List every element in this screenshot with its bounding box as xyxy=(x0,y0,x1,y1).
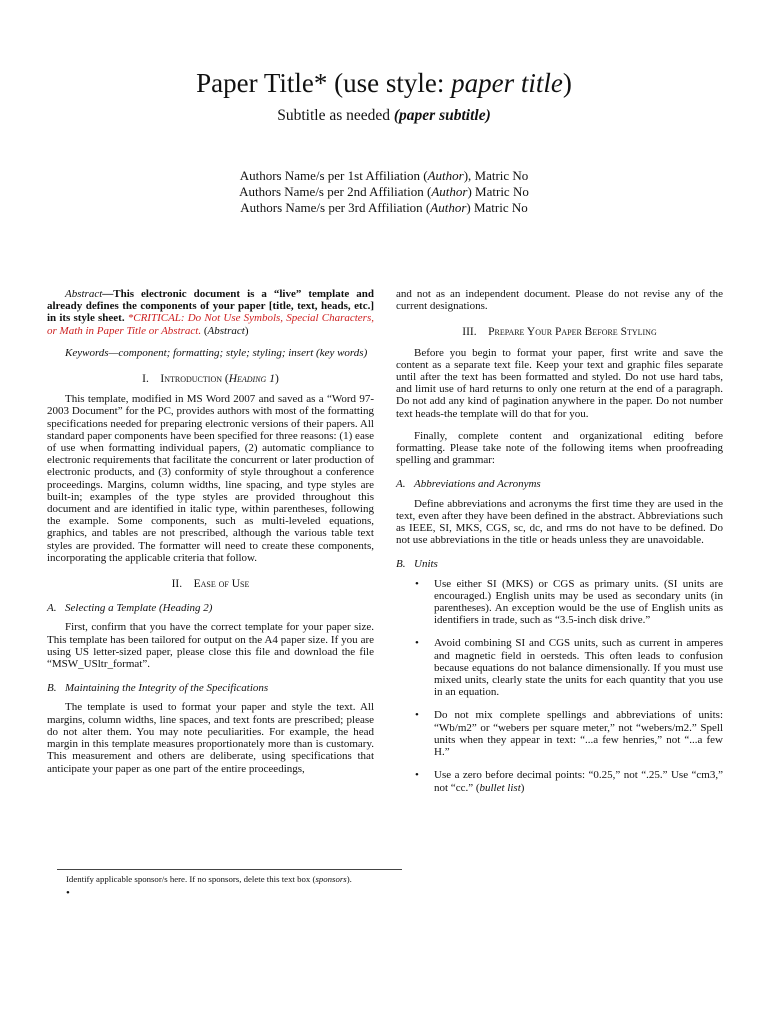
heading-introduction: I. Introduction (Heading 1) xyxy=(142,373,279,386)
list-item: • Use either SI (MKS) or CGS as primary units. (SI units are encouraged.) English units may be used as secondary units (in parentheses). An exception would be the use of English units as identifiers in trade, such as “3.5-inch disk drive.” xyxy=(415,577,723,627)
footnote-bullet-icon: • xyxy=(66,887,70,899)
selecting-template-paragraph: First, confirm that you have the correct template for your paper size. This template has been tailored for output on the A4 paper size. If you are using US letter-sized paper, please close this file and download the file “MSW_USltr_format”. xyxy=(47,621,374,671)
prepare-paragraph-2: Finally, complete content and organizational editing before formatting. Please take note of the following items when proofreading spelling and grammar: xyxy=(396,429,723,467)
abstract: Abstract—This electronic document is a “live” template and already defines the components of your paper [title, text, heads, etc.] in its style sheet. *CRITICAL: Do Not Use Symbols, Special Characters, or Math in Paper Title or Abstract. (Abstract) xyxy=(47,288,374,337)
subheading-maintaining-integrity: B. Maintaining the Integrity of the Specifications xyxy=(47,682,269,695)
list-item: • Use a zero before decimal points: “0.25,” not “.25.” Use “cm3,” not “cc.” (bullet list) xyxy=(415,769,723,794)
keywords: Keywords—component; formatting; style; styling; insert (key words) xyxy=(65,346,368,359)
heading-prepare-paper: III. Prepare Your Paper Before Styling xyxy=(462,326,657,339)
right-column xyxy=(396,288,723,805)
prepare-paragraph-1: Before you begin to format your paper, first write and save the content as a separate text file. Keep your text and graphic files separate until after the text has been formatted and styled. Do not use hard tabs, and limit use of hard returns to only one return at the end of a paragraph. Do not add any kind of pagination anywhere in the paper. Do not number text heads-the template will do that for you. xyxy=(396,346,723,420)
subheading-abbreviations: A. Abbreviations and Acronyms xyxy=(396,478,541,491)
subheading-selecting-template: A. Selecting a Template (Heading 2) xyxy=(47,602,213,615)
bullet-icon: • xyxy=(415,769,419,782)
list-item: • Do not mix complete spellings and abbreviations of units: “Wb/m2” or “webers per square meter,” not “webers/m2.” Spell units when they appear in text: “...a few henries,” not “...a few H.” xyxy=(415,709,723,759)
list-item: • Avoid combining SI and CGS units, such as current in amperes and magnetic field in oersteds. This often leads to confusion because equations do not balance dimensionally. If you must use mixed units, clearly state the units for each quantity that you use in an equation. xyxy=(415,637,723,699)
author-line-2: Authors Name/s per 2nd Affiliation (Author) Matric No xyxy=(239,184,529,199)
author-line-1: Authors Name/s per 1st Affiliation (Author), Matric No xyxy=(239,168,529,183)
paper-title: Paper Title* (use style: paper title) xyxy=(196,68,572,98)
units-bullet-list xyxy=(396,578,723,794)
footnote-divider xyxy=(57,869,402,870)
author-block xyxy=(0,168,768,216)
maintaining-integrity-paragraph: The template is used to format your paper and style the text. All margins, column widths, line spaces, and text fonts are prescribed; please do not alter them. You may note peculiarities. For example, the head margin in this template measures proportionately more than is customary. This measurement and others are deliberate, using specifications that anticipate your paper as one part of the entire proceedings, xyxy=(47,701,374,775)
bullet-icon: • xyxy=(415,709,419,722)
bullet-icon: • xyxy=(415,577,419,590)
subheading-units: B. Units xyxy=(396,558,438,571)
bullet-icon: • xyxy=(415,637,419,650)
author-line-3: Authors Name/s per 3rd Affiliation (Author) Matric No xyxy=(240,200,528,215)
maintaining-integrity-continued: and not as an independent document. Please do not revise any of the current designations. xyxy=(396,288,723,313)
abbreviations-paragraph: Define abbreviations and acronyms the first time they are used in the text, even after they have been defined in the abstract. Abbreviations such as IEEE, SI, MKS, CGS, sc, dc, and rms do not have to be defined. Do not use abbreviations in the title or heads unless they are unavoidable. xyxy=(396,497,723,547)
intro-paragraph: This template, modified in MS Word 2007 and saved as a “Word 97-2003 Document” for the PC, provides authors with most of the formatting specifications needed for preparing electronic versions of their papers. All standard paper components have been specified for three reasons: (1) ease of use when formatting individual papers, (2) automatic compliance to electronic requirements that facilitate the concurrent or later production of electronic products, and (3) conformity of style throughout a conference proceedings. Margins, column widths, line spacing, and type styles are built-in; examples of the type styles are provided throughout this document and are identified in italic type, within parentheses, following the example. Some components, such as multi-leveled equations, graphics, and tables are not prescribed, although the various table text styles are provided. The formatter will need to create these components, incorporating the applicable criteria that follow. xyxy=(47,393,374,564)
sponsor-footnote: Identify applicable sponsor/s here. If no sponsors, delete this text box (sponsors). xyxy=(66,874,352,884)
heading-ease-of-use: II. Ease of Use xyxy=(171,578,250,591)
paper-subtitle: Subtitle as needed (paper subtitle) xyxy=(277,107,491,124)
left-column xyxy=(47,288,374,775)
